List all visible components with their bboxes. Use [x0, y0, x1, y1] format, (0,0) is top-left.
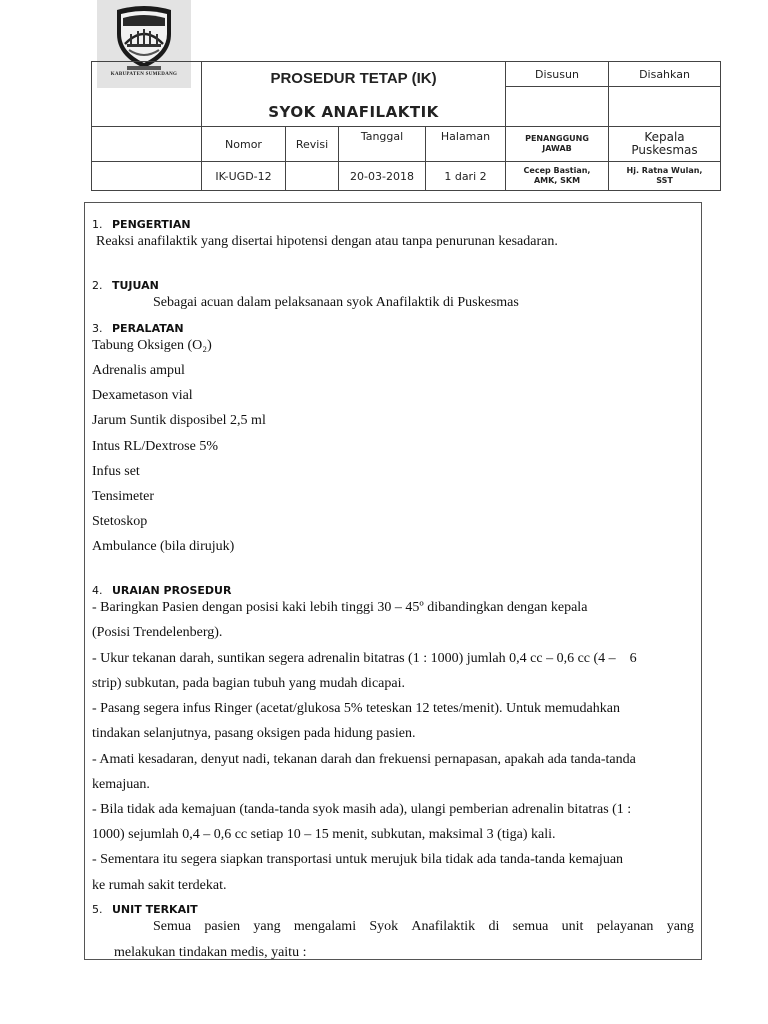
section-5-title: UNIT TERKAIT: [112, 903, 198, 916]
procedure-line: - Baringkan Pasien dengan posisi kaki lebih tinggi 30 – 45º dibandingkan dengan kepala: [92, 600, 588, 615]
word: yang: [253, 919, 281, 934]
equipment-item: Ambulance (bila dirujuk): [92, 539, 235, 554]
kepala-puskesmas-label: [609, 127, 721, 162]
procedure-line: - Pasang segera infus Ringer (acetat/glukosa 5% teteskan 12 tetes/menit). Untuk memudahkan: [92, 701, 620, 716]
title-cell: [202, 62, 506, 127]
section-5-number: 5.: [92, 903, 103, 916]
word: Semua: [153, 919, 192, 934]
section-5-line1: [153, 919, 694, 935]
section-2-text: Sebagai acuan dalam pelaksanaan syok Anafilaktik di Puskesmas: [153, 295, 519, 310]
word: Anafilaktik: [411, 919, 476, 934]
section-1-text: Reaksi anafilaktik yang disertai hipotensi dengan atau tanpa penurunan kesadaran.: [96, 234, 558, 249]
section-5-line2: melakukan tindakan medis, yaitu :: [114, 945, 307, 960]
penanggung-name-line2: AMK, SKM: [533, 176, 581, 185]
nomor-value: IK-UGD-12: [202, 162, 286, 191]
col-tanggal: Tanggal: [339, 127, 426, 162]
procedure-line: - Ukur tekanan darah, suntikan segera adrenalin bitatras (1 : 1000) jumlah 0,4 cc – 0,6 cc (4 – 6: [92, 651, 637, 666]
equipment-item: Adrenalis ampul: [92, 363, 185, 378]
equipment-item: Tabung Oksigen (O₂): [92, 338, 212, 353]
header-blank-cell-2: [92, 127, 202, 162]
kepala-puskesmas-name: [609, 162, 721, 191]
tanggal-value: 20-03-2018: [339, 162, 426, 191]
procedure-line: (Posisi Trendelenberg).: [92, 625, 223, 640]
procedure-line: - Bila tidak ada kemajuan (tanda-tanda syok masih ada), ulangi pemberian adrenalin bitatras (1 :: [92, 802, 632, 817]
document-title: PROSEDUR TETAP (IK): [270, 70, 437, 87]
word: di: [488, 919, 500, 934]
equipment-item: Infus set: [92, 464, 140, 479]
equipment-item: Jarum Suntik disposibel 2,5 ml: [92, 413, 266, 428]
word: semua: [512, 919, 549, 934]
section-3-number: 3.: [92, 322, 103, 335]
halaman-value: 1 dari 2: [426, 162, 506, 191]
penanggung-jawab-label: [506, 127, 609, 162]
section-2-number: 2.: [92, 279, 103, 292]
equipment-item: Stetoskop: [92, 514, 148, 529]
word: mengalami: [293, 919, 357, 934]
revisi-value: [286, 162, 339, 191]
header-blank-cell-3: [92, 162, 202, 191]
section-1-title: PENGERTIAN: [112, 218, 191, 231]
header-table: [91, 61, 721, 191]
col-revisi: Revisi: [286, 127, 339, 162]
penanggung-name-line1: Cecep Bastian,: [523, 166, 591, 175]
logo-caption: KABUPATEN SUMEDANG: [110, 72, 178, 77]
content-box: [84, 202, 702, 960]
section-2-title: TUJUAN: [112, 279, 159, 292]
kepala-line1: Kepala: [644, 130, 685, 144]
word: pelayanan: [596, 919, 654, 934]
disusun-signature: [506, 87, 609, 127]
col-halaman: Halaman: [426, 127, 506, 162]
word: unit: [561, 919, 584, 934]
procedure-line: 1000) sejumlah 0,4 – 0,6 cc setiap 10 – 15 menit, subkutan, maksimal 3 (tiga) kali.: [92, 827, 556, 842]
penanggung-jawab-line1: PENANGGUNG: [525, 134, 589, 143]
equipment-item: Intus RL/Dextrose 5%: [92, 439, 218, 454]
procedure-line: ke rumah sakit terdekat.: [92, 878, 227, 893]
section-3-title: PERALATAN: [112, 322, 184, 335]
kepala-line2: Puskesmas: [631, 143, 698, 157]
section-4-title: URAIAN PROSEDUR: [112, 584, 232, 597]
section-1-number: 1.: [92, 218, 103, 231]
procedure-line: tindakan selanjutnya, pasang oksigen pada hidung pasien.: [92, 726, 416, 741]
procedure-line: - Sementara itu segera siapkan transportasi untuk merujuk bila tidak ada tanda-tanda kemajuan: [92, 852, 624, 867]
kepala-name-line1: Hj. Ratna Wulan,: [626, 166, 703, 175]
penanggung-jawab-line2: JAWAB: [542, 144, 572, 153]
header-blank-cell: [92, 62, 202, 127]
kepala-name-line2: SST: [656, 176, 673, 185]
word: pasien: [204, 919, 241, 934]
disahkan-signature: [609, 87, 721, 127]
disahkan-label: Disahkan: [609, 62, 721, 87]
penanggung-jawab-name: [506, 162, 609, 191]
word: Syok: [369, 919, 399, 934]
document-subtitle: SYOK ANAFILAKTIK: [268, 103, 439, 121]
equipment-item: Tensimeter: [92, 489, 154, 504]
col-nomor: Nomor: [202, 127, 286, 162]
procedure-line: - Amati kesadaran, denyut nadi, tekanan darah dan frekuensi pernapasan, apakah ada tanda-tanda: [92, 752, 636, 767]
disusun-label: Disusun: [506, 62, 609, 87]
procedure-line: strip) subkutan, pada bagian tubuh yang mudah dicapai.: [92, 676, 405, 691]
word: yang: [666, 919, 694, 934]
procedure-line: kemajuan.: [92, 777, 150, 792]
section-4-number: 4.: [92, 584, 103, 597]
equipment-item: Dexametason vial: [92, 388, 193, 403]
